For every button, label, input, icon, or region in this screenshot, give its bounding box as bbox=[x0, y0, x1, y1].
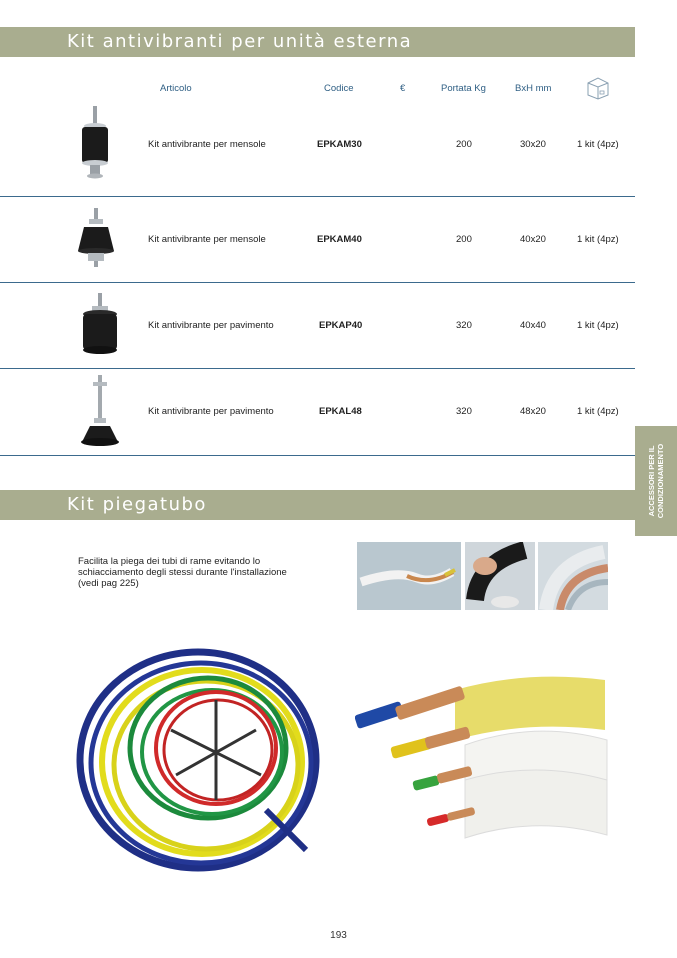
piegatubo-description: Facilita la piega dei tubi di rame evitando lo schiacciamento degli stessi durante l'installazione (vedi pag 225) bbox=[78, 556, 287, 589]
side-tab-category bbox=[635, 426, 677, 536]
bending-springs-image bbox=[76, 640, 326, 885]
row-divider bbox=[0, 282, 635, 283]
row-divider bbox=[0, 455, 635, 456]
row1-articolo: Kit antivibrante per mensole bbox=[148, 139, 266, 150]
row2-conf: 1 kit (4pz) bbox=[577, 234, 619, 245]
row2-articolo: Kit antivibrante per mensole bbox=[148, 234, 266, 245]
row-divider bbox=[0, 196, 635, 197]
row2-portata: 200 bbox=[456, 234, 472, 245]
row1-codice: EPKAM30 bbox=[317, 139, 362, 150]
antivibrant-epkal48-image bbox=[76, 374, 124, 455]
row1-portata: 200 bbox=[456, 139, 472, 150]
col-header-codice: Codice bbox=[324, 83, 354, 94]
side-tab-label bbox=[647, 431, 665, 531]
row4-portata: 320 bbox=[456, 406, 472, 417]
row3-conf: 1 kit (4pz) bbox=[577, 320, 619, 331]
side-tab-line1: ACCESSORI PER IL bbox=[647, 445, 656, 517]
row1-bxh: 30x20 bbox=[520, 139, 546, 150]
antivibrant-epkam30-image bbox=[74, 104, 116, 189]
bending-photo-2 bbox=[465, 542, 535, 615]
row1-conf: 1 kit (4pz) bbox=[577, 139, 619, 150]
antivibrant-epkam40-image bbox=[74, 207, 118, 274]
row4-bxh: 48x20 bbox=[520, 406, 546, 417]
row2-bxh: 40x20 bbox=[520, 234, 546, 245]
page-number: 193 bbox=[330, 930, 347, 941]
row3-codice: EPKAP40 bbox=[319, 320, 363, 331]
bending-photo-3 bbox=[538, 542, 608, 615]
row3-bxh: 40x40 bbox=[520, 320, 546, 331]
box-icon bbox=[585, 75, 611, 106]
bending-photo-1 bbox=[357, 542, 461, 615]
row4-conf: 1 kit (4pz) bbox=[577, 406, 619, 417]
section-title-antivibranti: Kit antivibranti per unità esterna bbox=[0, 27, 635, 57]
antivibrant-epkap40-image bbox=[78, 292, 122, 363]
col-header-articolo: Articolo bbox=[160, 83, 192, 94]
insulated-pipes-image bbox=[355, 650, 610, 855]
row4-articolo: Kit antivibrante per pavimento bbox=[148, 406, 274, 417]
row-divider bbox=[0, 368, 635, 369]
row4-codice: EPKAL48 bbox=[319, 406, 362, 417]
section-title-piegatubo: Kit piegatubo bbox=[0, 490, 635, 520]
row2-codice: EPKAM40 bbox=[317, 234, 362, 245]
row3-articolo: Kit antivibrante per pavimento bbox=[148, 320, 274, 331]
col-header-euro: € bbox=[400, 83, 406, 94]
side-tab-line2: CONDIZIONAMENTO bbox=[656, 443, 665, 519]
col-header-bxh: BxH mm bbox=[515, 83, 552, 94]
col-header-portata: Portata Kg bbox=[441, 83, 486, 94]
row3-portata: 320 bbox=[456, 320, 472, 331]
